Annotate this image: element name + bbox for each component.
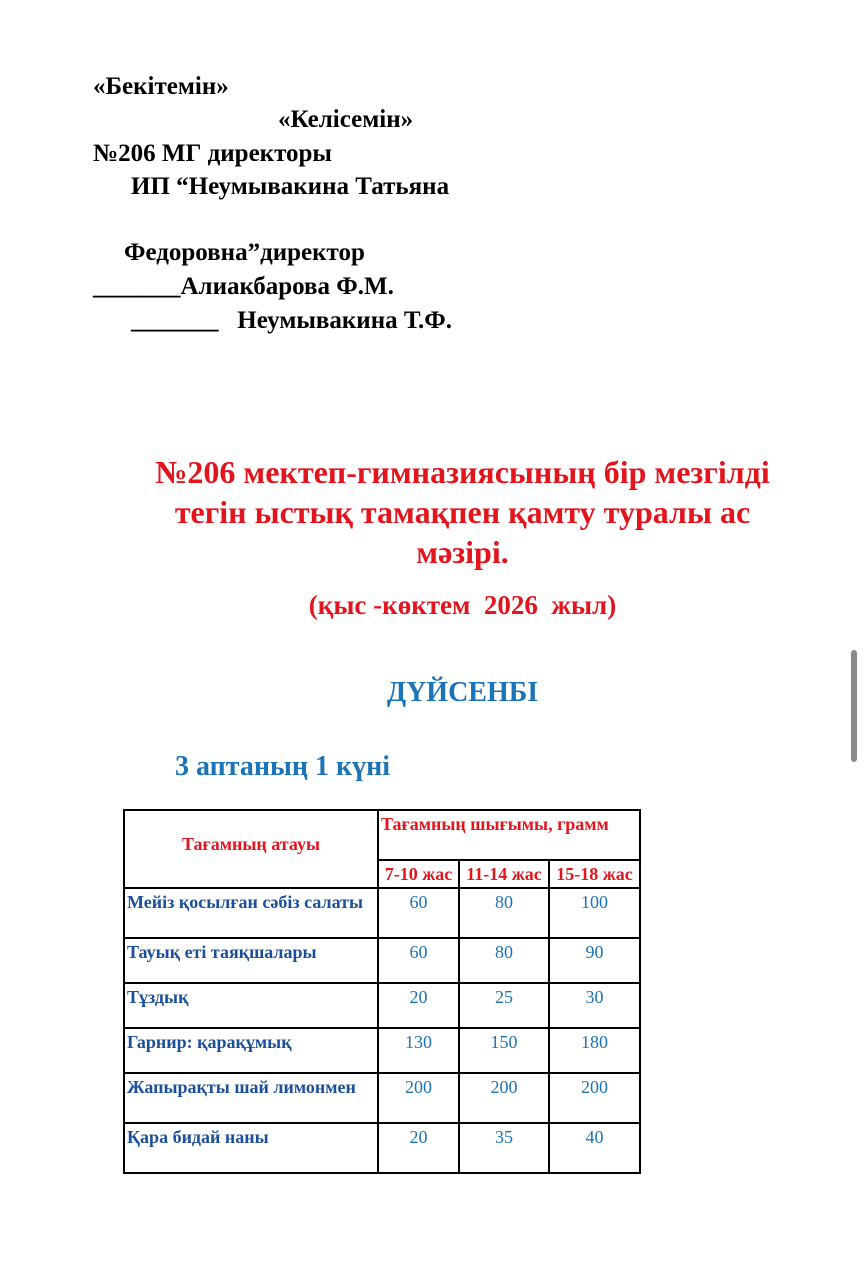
dish-name: Қара бидай наны — [124, 1123, 378, 1173]
table-row — [124, 938, 640, 983]
document-title — [110, 452, 815, 572]
header-dish-name: Тағамның атауы — [124, 810, 378, 888]
table-row — [124, 1123, 640, 1173]
header-age-15-18: 15-18 жас — [549, 860, 640, 888]
yield-11-14: 25 — [459, 983, 549, 1028]
yield-11-14: 200 — [459, 1073, 549, 1123]
signature-line-2: _______ Неумывакина Т.Ф. — [131, 307, 452, 334]
yield-7-10: 130 — [378, 1028, 459, 1073]
yield-15-18: 180 — [549, 1028, 640, 1073]
yield-11-14: 35 — [459, 1123, 549, 1173]
yield-15-18: 200 — [549, 1073, 640, 1123]
yield-7-10: 200 — [378, 1073, 459, 1123]
menu-table — [123, 809, 641, 1174]
header-age-7-10: 7-10 жас — [378, 860, 459, 888]
yield-11-14: 150 — [459, 1028, 549, 1073]
yield-7-10: 20 — [378, 983, 459, 1028]
signature-line-1: _______Алиакбарова Ф.М. — [93, 273, 394, 300]
yield-15-18: 30 — [549, 983, 640, 1028]
yield-15-18: 90 — [549, 938, 640, 983]
header-age-11-14: 11-14 жас — [459, 860, 549, 888]
yield-11-14: 80 — [459, 938, 549, 983]
title-line-1: №206 мектеп-гимназиясының бір мезгілді — [155, 454, 770, 490]
yield-11-14: 80 — [459, 888, 549, 938]
title-line-3: мәзірі. — [416, 534, 509, 570]
ip-name-line2: Федоровна”директор — [124, 239, 365, 266]
dish-name: Тауық еті таяқшалары — [124, 938, 378, 983]
yield-15-18: 100 — [549, 888, 640, 938]
yield-7-10: 60 — [378, 938, 459, 983]
season-subtitle: (қыс -көктем 2026 жыл) — [308, 590, 617, 620]
approve-label: «Бекітемін» — [93, 73, 229, 100]
dish-name: Мейіз қосылған сәбіз салаты — [124, 888, 378, 938]
agree-label: «Келісемін» — [278, 106, 414, 133]
dish-name: Гарнир: қарақұмық — [124, 1028, 378, 1073]
table-row — [124, 888, 640, 938]
header-yield: Тағамның шығымы, грамм — [378, 810, 640, 860]
ip-name-line1: ИП “Неумывакина Татьяна — [131, 173, 450, 200]
yield-7-10: 60 — [378, 888, 459, 938]
school-director-label: №206 МГ директоры — [93, 140, 332, 167]
table-row — [124, 1073, 640, 1123]
dish-name: Тұздық — [124, 983, 378, 1028]
title-line-2: тегін ыстық тамақпен қамту туралы ас — [174, 494, 751, 530]
dish-name: Жапырақты шай лимонмен — [124, 1073, 378, 1123]
table-row — [124, 983, 640, 1028]
yield-7-10: 20 — [378, 1123, 459, 1173]
table-row — [124, 1028, 640, 1073]
yield-15-18: 40 — [549, 1123, 640, 1173]
day-heading: ДҮЙСЕНБІ — [386, 677, 539, 708]
vertical-scrollbar[interactable] — [851, 650, 857, 762]
week-label: 3 аптаның 1 күні — [175, 751, 391, 782]
